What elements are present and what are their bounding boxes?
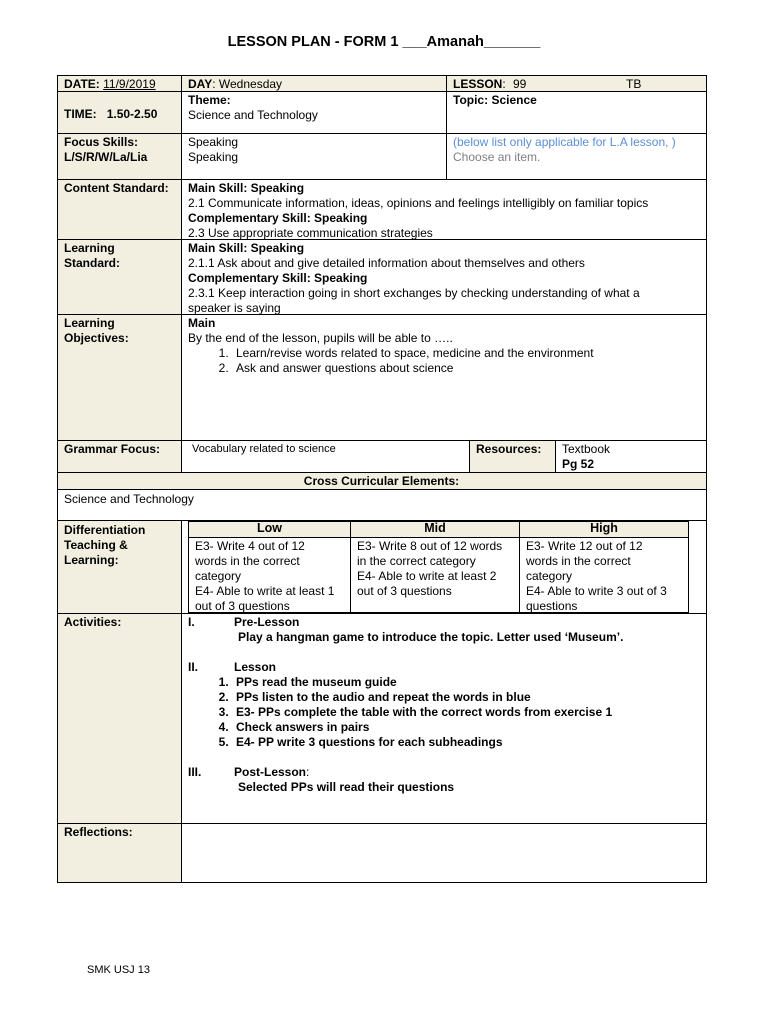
list-item: 5. E4- PP write 3 questions for each subheadings [232, 735, 700, 750]
cross-curricular-value: Science and Technology [64, 492, 194, 506]
list-item: 3. E3- PPs complete the table with the correct words from exercise 1 [232, 705, 700, 720]
cross-curricular-label: Cross Curricular Elements: [303, 474, 460, 488]
content-standard-label: Content Standard: [64, 181, 169, 195]
resources-value: Textbook Pg 52 [562, 442, 611, 471]
objectives-list [188, 346, 700, 376]
focus-skills-note: (below list only applicable for L.A lesson, ) Choose an item. [447, 134, 706, 166]
reflections-field[interactable] [182, 824, 706, 882]
list-item: 1. Learn/revise words related to space, medicine and the environment [232, 346, 700, 361]
diff-head-low-label: Low [257, 521, 282, 535]
border-right [706, 75, 707, 883]
learning-standard-content: Main Skill: Speaking 2.1.1 Ask about and give detailed information about themselves and others Complementary Skill: Speaking 2.3.1 Keep interaction going in short exchanges by checking understanding of what a speaker is saying [188, 241, 640, 315]
time-cell: TIME: 1.50-2.50 [64, 107, 158, 121]
topic-cell: Topic: Science [453, 93, 537, 107]
diff-head-high-label: High [590, 521, 618, 535]
grammar-focus-label: Grammar Focus: [64, 442, 161, 456]
lesson-steps-list [188, 675, 700, 750]
reflections-label: Reflections: [64, 825, 133, 839]
date-cell: DATE: 11/9/2019 [64, 77, 156, 91]
differentiation-label: Differentiation Teaching & Learning: [64, 523, 146, 567]
choose-item-dropdown[interactable]: Choose an item. [453, 150, 541, 164]
diff-high-text: E3- Write 12 out of 12 words in the correct category E4- Able to write 3 out of 3 questions [526, 539, 667, 613]
list-item: 2. PPs listen to the audio and repeat the words in blue [232, 690, 700, 705]
activities-content: I. Pre-Lesson Play a hangman game to introduce the topic. Letter used ‘Museum’. II. Lesson 1. PPs read the museum guide 2. PPs listen to the audio and repeat the words in blue 3. E3- PPs complete the table with the correct words from exercise 1 4. Check answers in pairs 5. E4- PP write 3 questions for each subheadings III. Post-Lesson: Selected PPs will read their questions [182, 614, 706, 796]
resources-label: Resources: [476, 442, 542, 456]
learning-objectives-content: Main By the end of the lesson, pupils will be able to ….. 1. Learn/revise words related to space, medicine and the environment 2. Ask and answer questions about science [182, 315, 706, 377]
learning-objectives-label: Learning Objectives: [64, 316, 129, 345]
focus-skills-values: Speaking Speaking [188, 135, 239, 164]
grammar-focus-value: Vocabulary related to science [192, 443, 336, 455]
footer-school: SMK USJ 13 [87, 964, 150, 976]
list-item: 2. Ask and answer questions about science [232, 361, 700, 376]
content-standard-content: Main Skill: Speaking 2.1 Communicate information, ideas, opinions and feelings intelligibly on familiar topics Complementary Skill: Speaking 2.3 Use appropriate communication strategies [188, 181, 649, 240]
learning-standard-label: Learning Standard: [64, 241, 121, 270]
diff-mid-text: E3- Write 8 out of 12 words in the correct category E4- Able to write at least 2 out of 3 questions [357, 539, 503, 598]
day-cell: DAY: Wednesday [188, 77, 283, 91]
lesson-number: 99 [513, 77, 527, 91]
date-value: 11/9/2019 [103, 77, 156, 91]
diff-low-text: E3- Write 4 out of 12 words in the correct category E4- Able to write at least 1 out of 3 questions [195, 539, 335, 613]
activities-label: Activities: [64, 615, 122, 629]
page-title: LESSON PLAN - FORM 1 ___Amanah_______ [227, 34, 541, 50]
list-item: 1. PPs read the museum guide [232, 675, 700, 690]
list-item: 4. Check answers in pairs [232, 720, 700, 735]
lesson-cell: LESSON: 99 TB [453, 77, 642, 91]
diff-head-mid-label: Mid [424, 521, 446, 535]
focus-skills-label: Focus Skills: L/S/R/W/La/Lia [64, 135, 148, 164]
border-bottom [57, 882, 707, 883]
lesson-type: TB [626, 77, 642, 91]
theme-cell: Theme: Science and Technology [188, 93, 318, 122]
differentiation-table [188, 521, 689, 613]
